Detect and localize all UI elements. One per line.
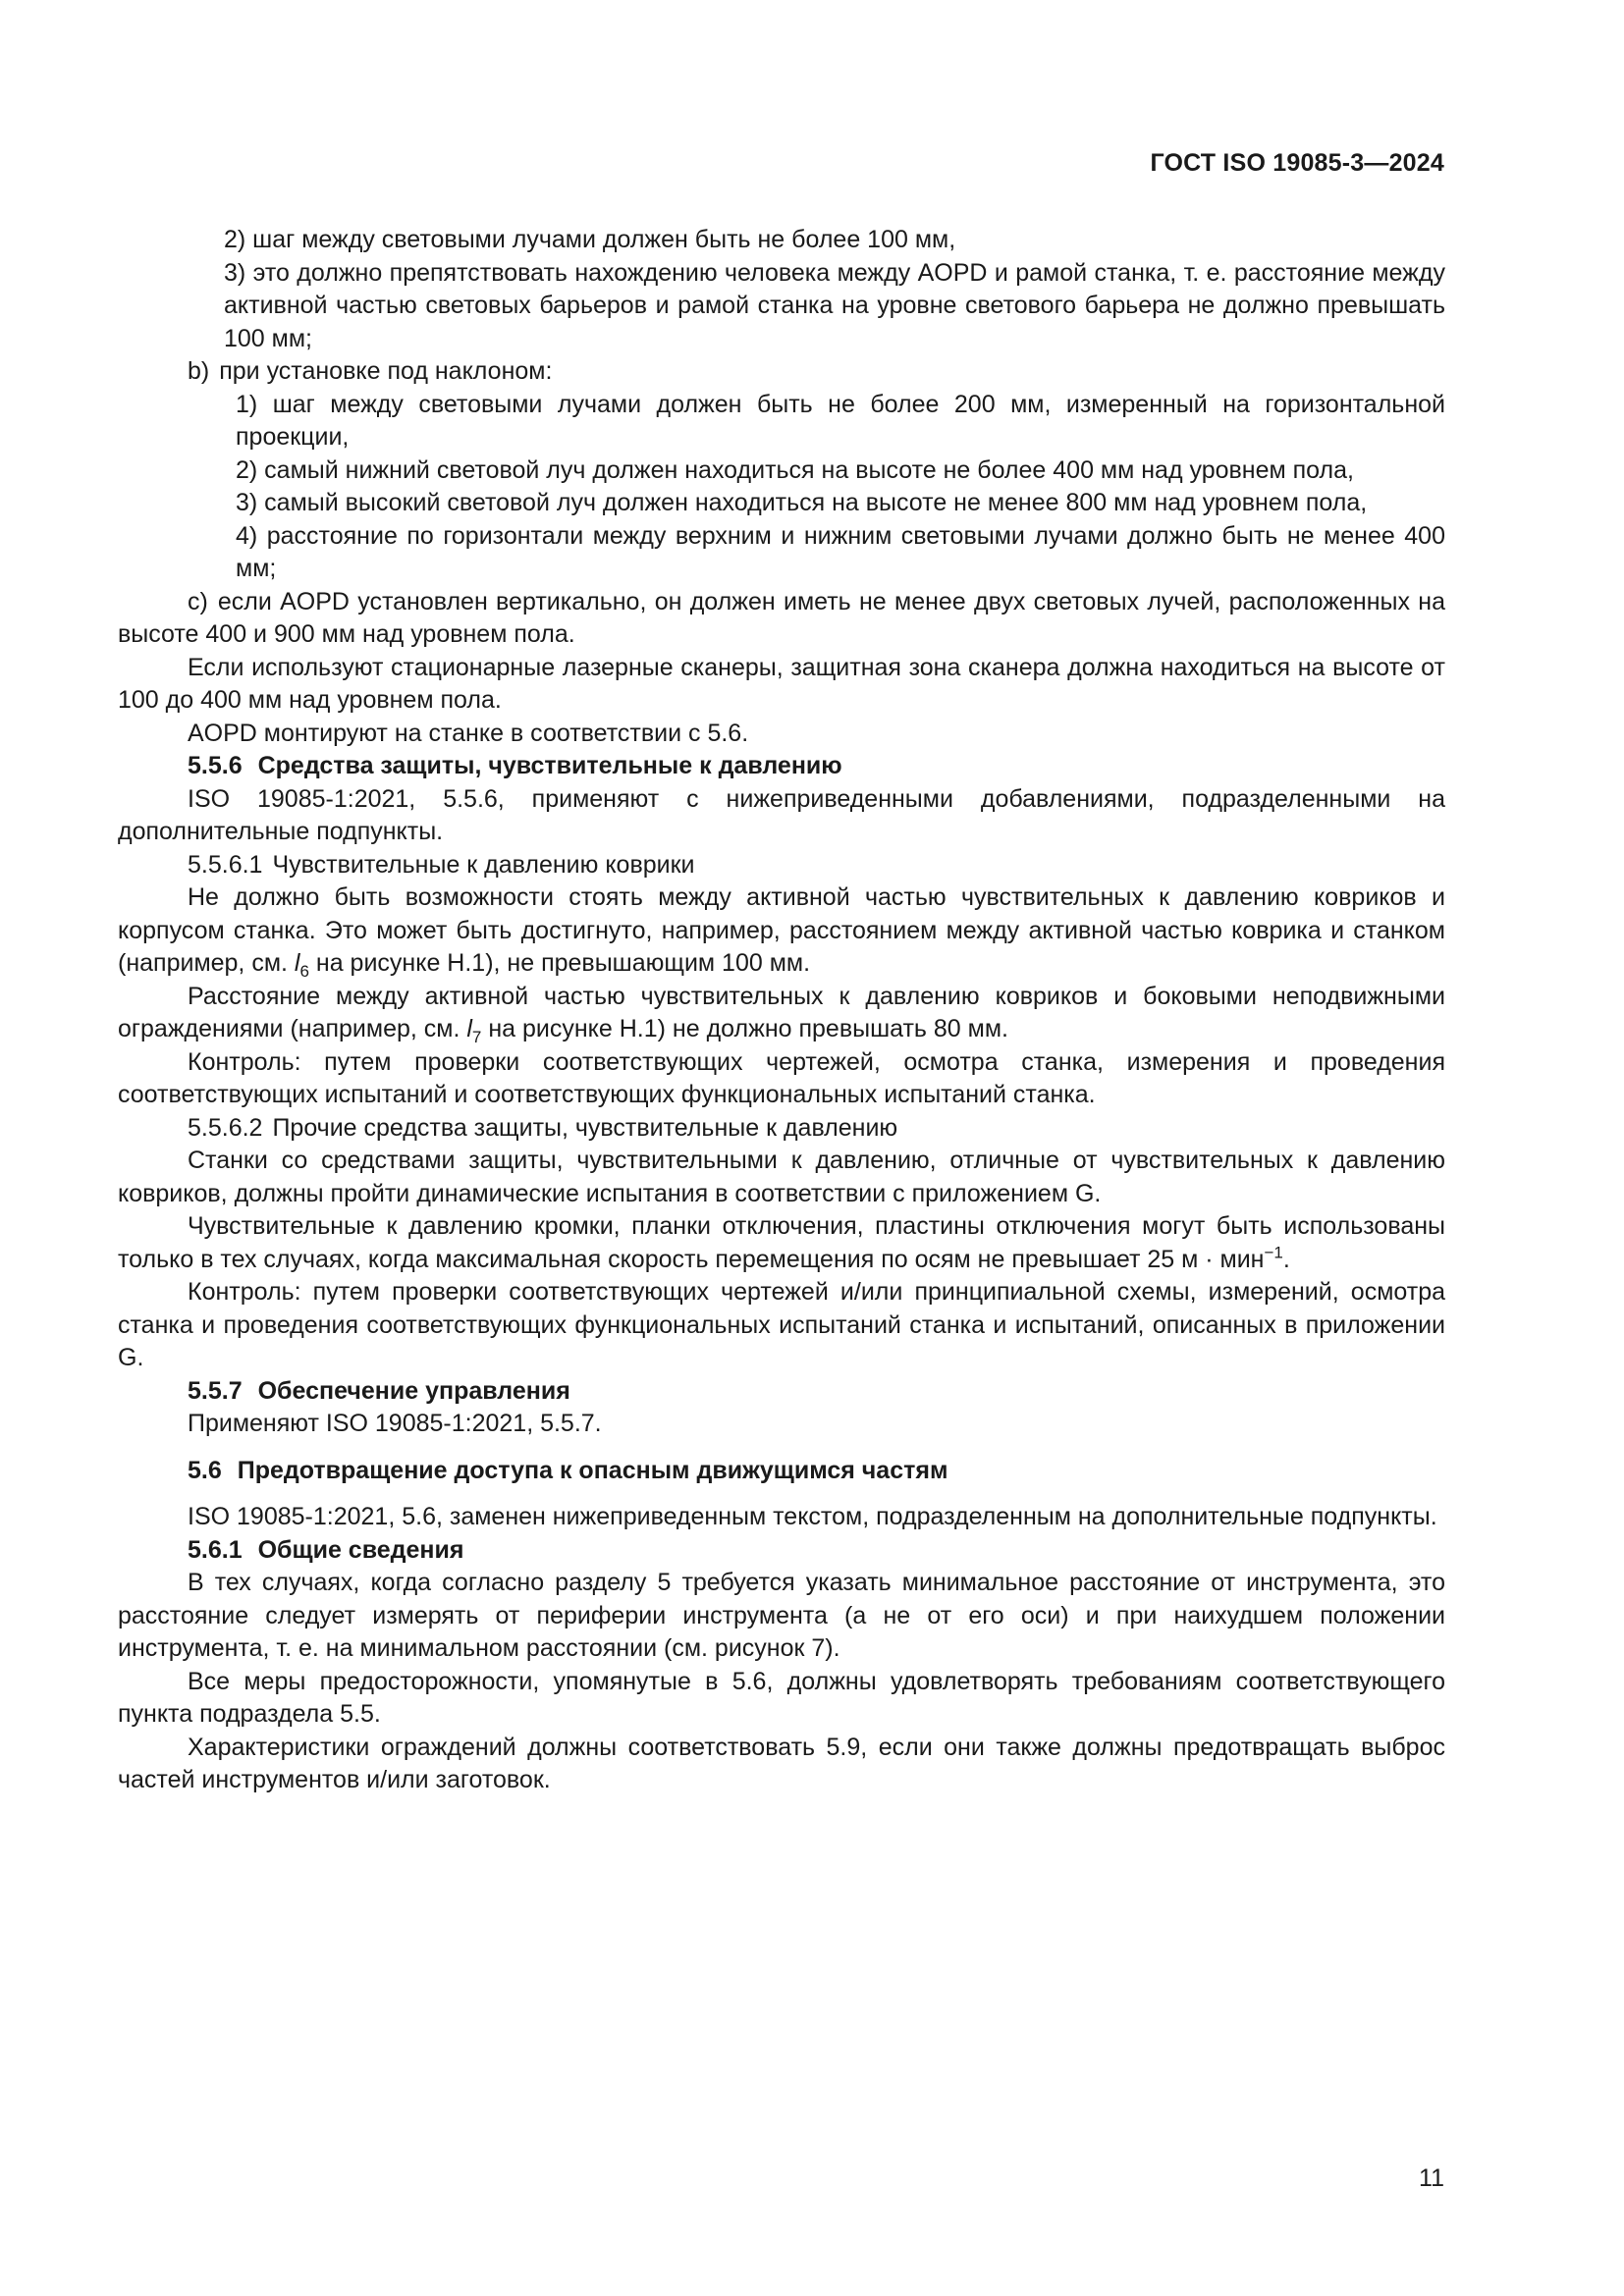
paragraph-5-6: ISO 19085-1:2021, 5.6, заменен нижеприведенным текстом, подразделенным на дополнительные подпункты. xyxy=(188,1503,1437,1530)
document-code: ГОСТ ISO 19085-3—2024 xyxy=(1150,149,1444,177)
paragraph-5-5-6-2-control: Контроль: путем проверки соответствующих чертежей и/или принципиальной схемы, измерений, осмотра станка и проведения соответствующих функциональных испытаний станка и испытаний, описанных в приложении G. xyxy=(118,1278,1445,1371)
heading-number: 5.5.6 xyxy=(188,752,243,779)
symbol-l: l xyxy=(294,949,300,977)
list-text-b: при установке под наклоном: xyxy=(219,357,553,385)
paragraph-scanners: Если используют стационарные лазерные сканеры, защитная зона сканера должна находиться на высоте от 100 до 400 мм над уровнем пола. xyxy=(118,653,1445,714)
heading-number: 5.5.6.1 xyxy=(188,850,263,879)
subscript-6: 6 xyxy=(299,962,309,981)
text-fragment: . xyxy=(1282,1245,1290,1273)
list-text-c: если AOPD установлен вертикально, он должен иметь не менее двух световых лучей, расположенных на высоте 400 и 900 мм над уровнем пола. xyxy=(118,587,1445,648)
superscript-minus-one: −1 xyxy=(1264,1243,1283,1262)
list-marker-b: b) xyxy=(188,357,210,385)
paragraph-aopd-mounting: AOPD монтируют на станке в соответствии с 5.6. xyxy=(188,719,749,747)
paragraph-5-5-6-1-b xyxy=(118,981,1445,1046)
paragraph-5-5-6-1-control: Контроль: путем проверки соответствующих чертежей, осмотра станка, измерения и проведения соответствующих испытаний и соответствующих функциональных испытаний станка. xyxy=(118,1047,1445,1108)
heading-title: Общие сведения xyxy=(257,1535,464,1564)
list-item-b1: 1) шаг между световыми лучами должен быть не более 200 мм, измеренный на горизонтальной проекции, xyxy=(236,390,1445,451)
heading-title: Средства защиты, чувствительные к давлению xyxy=(257,752,842,779)
text-fragment: на рисунке H.1), не превышающим 100 мм. xyxy=(308,949,811,977)
list-marker-c: с) xyxy=(188,587,208,615)
list-item-b3: 3) самый высокий световой луч должен находиться на высоте не менее 800 мм над уровнем пола, xyxy=(236,489,1368,516)
text-fragment: Расстояние между активной частью чувствительных к давлению ковриков и боковыми неподвижными ограждениями (например, см. xyxy=(118,982,1445,1042)
paragraph-5-6-1-c: Характеристики ограждений должны соответствовать 5.9, если они также должны предотвращать выброс частей инструментов и/или заготовок. xyxy=(118,1733,1445,1793)
page-body xyxy=(118,224,1445,1797)
paragraph-5-6-1-b: Все меры предосторожности, упомянутые в 5.6, должны удовлетворять требованиям соответствующего пункта подраздела 5.5. xyxy=(118,1667,1445,1728)
list-item-b xyxy=(118,355,1445,389)
heading-title: Прочие средства защиты, чувствительные к давлению xyxy=(272,1113,898,1142)
heading-number: 5.6 xyxy=(188,1456,222,1484)
text-fragment: на рисунке H.1) не должно превышать 80 мм. xyxy=(481,1015,1008,1042)
heading-5-5-6-1 xyxy=(118,849,1445,882)
subscript-7: 7 xyxy=(471,1028,482,1046)
paragraph-5-5-6: ISO 19085-1:2021, 5.5.6, применяют с нижеприведенными добавлениями, подразделенными на дополнительные подпункты. xyxy=(118,784,1445,845)
page-number: 11 xyxy=(1419,2164,1444,2192)
list-item-a3: 3) это должно препятствовать нахождению человека между AOPD и рамой станка, т. е. расстояние между активной частью световых барьеров и рамой станка на уровне светового барьера не должно превышать 100 мм; xyxy=(224,258,1445,352)
symbol-l: l xyxy=(466,1015,472,1042)
list-item-b4: 4) расстояние по горизонтали между верхним и нижним световыми лучами должно быть не менее 400 мм; xyxy=(236,521,1445,582)
heading-title: Чувствительные к давлению коврики xyxy=(272,850,695,879)
paragraph-5-5-7: Применяют ISO 19085-1:2021, 5.5.7. xyxy=(188,1410,602,1437)
text-fragment: Чувствительные к давлению кромки, планки отключения, пластины отключения могут быть использованы только в тех случаях, когда максимальная скорость перемещения по осям не превышает 25 м · мин xyxy=(118,1212,1445,1273)
list-item-b2: 2) самый нижний световой луч должен находиться на высоте не более 400 мм над уровнем пола, xyxy=(236,455,1354,484)
paragraph-5-5-6-2-b xyxy=(118,1210,1445,1276)
paragraph-5-5-6-2-a: Станки со средствами защиты, чувствительными к давлению, отличные от чувствительных к давлению ковриков, должны пройти динамические испытания в соответствии с приложением G. xyxy=(118,1147,1445,1207)
heading-5-5-6-2 xyxy=(118,1112,1445,1146)
heading-number: 5.5.6.2 xyxy=(188,1113,263,1142)
heading-5-6 xyxy=(118,1455,1445,1488)
list-item-a2: 2) шаг между световыми лучами должен быть не более 100 мм, xyxy=(224,226,956,253)
paragraph-5-6-1-a: В тех случаях, когда согласно разделу 5 требуется указать минимальное расстояние от инструмента, это расстояние следует измерять от периферии инструмента (а не от его оси) и при наихудшем положении инструмента, т. е. на минимальном расстоянии (см. рисунок 7). xyxy=(118,1569,1445,1662)
heading-number: 5.5.7 xyxy=(188,1376,243,1405)
list-item-c xyxy=(118,586,1445,652)
heading-title: Предотвращение доступа к опасным движущимся частям xyxy=(237,1456,948,1484)
heading-5-6-1 xyxy=(118,1534,1445,1568)
text-fragment: Не должно быть возможности стоять между активной частью чувствительных к давлению ковриков и корпусом станка. Это может быть достигнуто, например, расстоянием между активной частью коврика и станком (например, см. xyxy=(118,883,1445,977)
paragraph-5-5-6-1-a xyxy=(118,881,1445,981)
heading-number: 5.6.1 xyxy=(188,1535,243,1564)
heading-5-5-6 xyxy=(118,750,1445,783)
heading-5-5-7 xyxy=(118,1375,1445,1409)
heading-title: Обеспечение управления xyxy=(257,1376,570,1405)
